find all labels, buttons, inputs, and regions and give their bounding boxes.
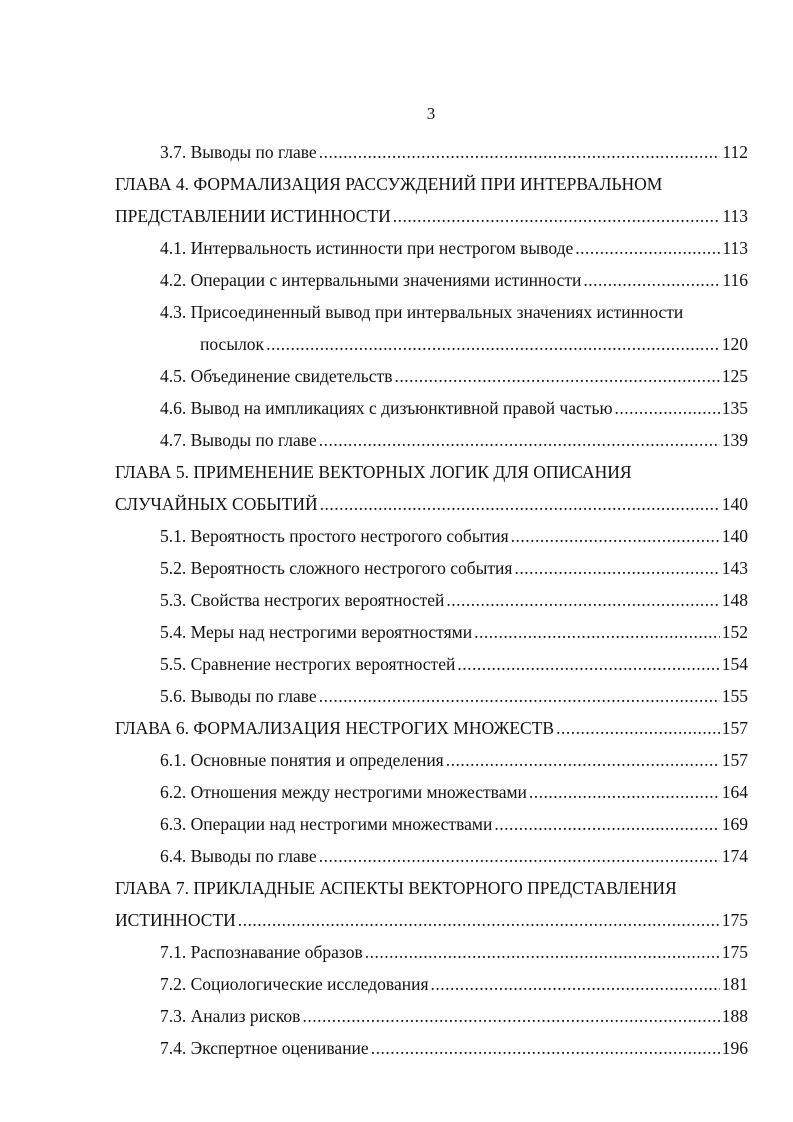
dot-leader: [319, 840, 720, 872]
toc-chapter-7-title-line1: ГЛАВА 7. ПРИКЛАДНЫЕ АСПЕКТЫ ВЕКТОРНОГО ПРЕДСТАВЛЕНИЯ: [115, 878, 677, 898]
toc-entry-title: 5.6. Выводы по главе: [160, 686, 317, 706]
toc-chapter-7: [115, 904, 748, 936]
toc-entry-7-3: [160, 1000, 748, 1032]
toc-chapter-4: [115, 200, 748, 232]
dot-leader: [511, 520, 720, 552]
toc-entry-6-4: [160, 840, 748, 872]
toc-page-number: 181: [721, 974, 748, 994]
toc-entry-6-1: [160, 744, 748, 776]
dot-leader: [556, 712, 720, 744]
toc-entry-title: посылок: [200, 334, 265, 354]
toc-entry-7-2: [160, 968, 748, 1000]
dot-leader: [446, 584, 719, 616]
toc-entry-title: 4.2. Операции с интервальными значениями истинности: [160, 270, 582, 290]
toc-entry-7-4: [160, 1032, 748, 1064]
dot-leader: [494, 808, 719, 840]
toc-entry-title: 6.2. Отношения между нестрогими множествами: [160, 782, 527, 802]
toc-page-number: 175: [721, 942, 748, 962]
toc-page-number: 143: [721, 558, 748, 578]
dot-leader: [457, 648, 719, 680]
toc-entry-4-7: [160, 424, 748, 456]
toc-entry-4-5: [160, 360, 748, 392]
dot-leader: [474, 616, 720, 648]
toc-entry-title: 5.2. Вероятность сложного нестрогого события: [160, 558, 513, 578]
dot-leader: [394, 360, 719, 392]
toc-entry-title: 4.5. Объединение свидетельств: [160, 366, 393, 386]
toc-page-number: 174: [721, 846, 748, 866]
toc-page-number: 113: [722, 206, 748, 226]
toc-entry-3-7: [160, 136, 748, 168]
toc-entry-title: 4.7. Выводы по главе: [160, 430, 317, 450]
dot-leader: [371, 1032, 720, 1064]
toc-entry-5-4: [160, 616, 748, 648]
toc-page-number: 157: [721, 718, 748, 738]
dot-leader: [615, 392, 720, 424]
dot-leader: [302, 1000, 719, 1032]
toc-entry-4-3: [200, 328, 748, 360]
toc-entry-5-1: [160, 520, 748, 552]
dot-leader: [238, 904, 720, 936]
toc-page-number: 154: [721, 654, 748, 674]
toc-entry-title: 5.1. Вероятность простого нестрогого события: [160, 526, 509, 546]
toc-entry-4-2: [160, 264, 748, 296]
toc-page-number: 140: [721, 526, 748, 546]
toc-page-number: 164: [721, 782, 748, 802]
toc-entry-title: 7.2. Социологические исследования: [160, 974, 429, 994]
toc-page-number: 125: [721, 366, 748, 386]
toc-page-number: 175: [721, 910, 748, 930]
dot-leader: [266, 328, 720, 360]
toc-entry-title: 4.6. Вывод на импликациях с дизъюнктивной правой частью: [160, 398, 613, 418]
toc-entry-title: 6.3. Операции над нестрогими множествами: [160, 814, 493, 834]
toc-chapter-4-title-line1: ГЛАВА 4. ФОРМАЛИЗАЦИЯ РАССУЖДЕНИЙ ПРИ ИНТЕРВАЛЬНОМ: [115, 174, 663, 194]
toc-entry-title: 7.4. Экспертное оценивание: [160, 1038, 369, 1058]
page-number: 3: [426, 104, 436, 123]
toc-page-number: 120: [721, 334, 748, 354]
toc-chapter-5-title-line1: ГЛАВА 5. ПРИМЕНЕНИЕ ВЕКТОРНЫХ ЛОГИК ДЛЯ ОПИСАНИЯ: [115, 462, 632, 482]
toc-entry-title: 5.3. Свойства нестрогих вероятностей: [160, 590, 445, 610]
dot-leader: [514, 552, 719, 584]
dot-leader: [583, 264, 720, 296]
toc-entry-title: ИСТИННОСТИ: [115, 910, 236, 930]
dot-leader: [575, 232, 720, 264]
dot-leader: [319, 136, 721, 168]
table-of-contents: [0, 136, 793, 1086]
toc-page-number: 135: [721, 398, 748, 418]
toc-entry-6-2: [160, 776, 748, 808]
dot-leader: [431, 968, 720, 1000]
toc-entry-title: 5.5. Сравнение нестрогих вероятностей: [160, 654, 456, 674]
toc-entry-title: 4.1. Интервальность истинности при нестрогом выводе: [160, 238, 574, 258]
toc-page-number: 188: [721, 1006, 748, 1026]
toc-chapter-5: [115, 488, 748, 520]
toc-entry-title: 7.3. Анализ рисков: [160, 1006, 301, 1026]
toc-page-number: 196: [721, 1038, 748, 1058]
toc-page-number: 155: [721, 686, 748, 706]
dot-leader: [393, 200, 721, 232]
dot-leader: [529, 776, 720, 808]
toc-page-number: 148: [721, 590, 748, 610]
dot-leader: [319, 424, 720, 456]
toc-entry-4-1: [160, 232, 748, 264]
toc-entry-title: 6.1. Основные понятия и определения: [160, 750, 444, 770]
toc-entry-5-5: [160, 648, 748, 680]
toc-entry-title: 7.1. Распознавание образов: [160, 942, 363, 962]
toc-entry-title: ПРЕДСТАВЛЕНИИ ИСТИННОСТИ: [115, 206, 391, 226]
toc-page-number: 112: [722, 142, 748, 162]
toc-entry-7-1: [160, 936, 748, 968]
toc-entry-title: СЛУЧАЙНЫХ СОБЫТИЙ: [115, 494, 318, 514]
toc-entry-4-3-line1: 4.3. Присоединенный вывод при интервальных значениях истинности: [160, 302, 684, 322]
toc-entry-5-2: [160, 552, 748, 584]
toc-entry-4-6: [160, 392, 748, 424]
toc-page-number: 152: [721, 622, 748, 642]
toc-page-number: 139: [721, 430, 748, 450]
toc-page-number: 113: [722, 238, 748, 258]
toc-page-number: 169: [721, 814, 748, 834]
toc-entry-5-6: [160, 680, 748, 712]
toc-entry-title: ГЛАВА 6. ФОРМАЛИЗАЦИЯ НЕСТРОГИХ МНОЖЕСТВ: [115, 718, 555, 738]
toc-page-number: 157: [721, 750, 748, 770]
toc-entry-title: 6.4. Выводы по главе: [160, 846, 317, 866]
toc-chapter-6: [115, 712, 748, 744]
toc-page-number: 140: [721, 494, 748, 514]
toc-entry-5-3: [160, 584, 748, 616]
toc-page-number: 116: [722, 270, 748, 290]
dot-leader: [446, 744, 720, 776]
dot-leader: [320, 488, 720, 520]
dot-leader: [365, 936, 720, 968]
toc-entry-title: 3.7. Выводы по главе: [160, 142, 317, 162]
toc-entry-title: 5.4. Меры над нестрогими вероятностями: [160, 622, 473, 642]
toc-entry-6-3: [160, 808, 748, 840]
dot-leader: [319, 680, 720, 712]
